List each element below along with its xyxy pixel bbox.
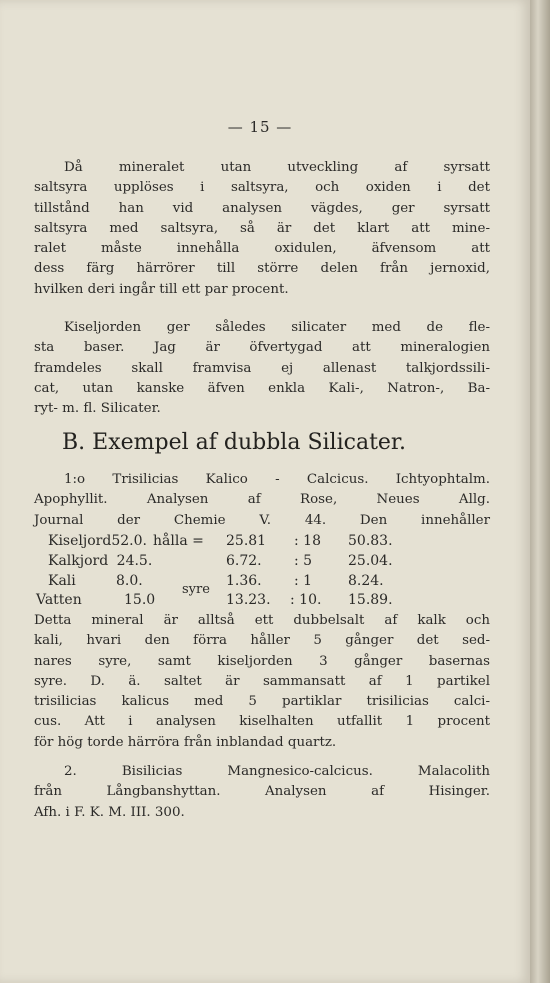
table-row [48,553,152,569]
oxygen-value: 6.72. [226,553,262,569]
text-line: saltsyra med saltsyra, så är det klart att mine- [34,220,490,236]
text-line: ryt- m. fl. Silicater. [34,401,161,417]
text-line: 1:o Trisilicias Kalico - Calcicus. Ichtyophtalm. [64,472,490,487]
component-amount: 52.0. [111,533,147,549]
text-line: Detta mineral är alltså ett dubbelsalt af kalk och [34,613,490,628]
text-line: Afh. i F. K. M. III. 300. [34,804,185,820]
text-line: Journal der Chemie V. 44. Den innehåller [34,512,490,528]
result-value: 8.24. [348,573,384,589]
table-row [48,573,76,589]
text-line: nares syre, samt kiseljorden 3 gånger basernas [34,653,490,669]
oxygen-value: 13.23. [226,592,271,608]
text-line: trisilicias kalicus med 5 partiklar trisilicias calci- [34,694,490,710]
text-line: ralet måste innehålla oxidulen, äfvensom att [34,241,490,257]
oxygen-value: 25.81 [226,533,267,549]
paragraph-5 [34,762,490,823]
section-heading: B. Exempel af dubbla Silicater. [62,430,407,455]
ratio-value: : 10. [290,592,322,608]
component-name: Kalkjord [48,553,109,569]
result-value: 25.04. [348,553,393,569]
ratio-value: : 18 [294,533,321,549]
component-name: Kali [48,573,76,589]
table-row [36,592,82,608]
text-line: framdeles skall framvisa ej allenast talkjordssili- [34,360,490,376]
text-line: syre. D. ä. saltet är sammansatt af 1 partikel [34,673,490,689]
text-line: dess färg härrörer till större delen från jernoxid, [34,261,490,277]
text-line: för hög torde härröra från inblandad quartz. [34,734,337,750]
component-amount: 15.0 [124,592,156,608]
result-value: 15.89. [348,592,393,608]
text-line: sta baser. Jag är öfvertygad att mineralogien [34,340,490,356]
text-line: tillstånd han vid analysen vägdes, ger syrsatt [34,200,490,216]
paragraph-1 [34,158,490,300]
text-line: cat, utan kanske äfven enkla Kali-, Natron-, Ba- [34,380,490,396]
paragraph-3 [34,470,490,531]
text-line: Kiseljorden ger således silicater med de fle- [64,320,490,335]
ratio-value: : 1 [294,573,313,589]
text-line: hvilken deri ingår till ett par procent. [34,281,289,297]
text-line: Då mineralet utan utveckling af syrsatt [64,160,490,175]
text-line: från Långbanshyttan. Analysen af Hisinger. [34,784,490,800]
text-line: Apophyllit. Analysen af Rose, Neues Allg. [34,492,490,508]
result-value: 50.83. [348,533,393,549]
component-amount: 8.0. [116,573,143,589]
paragraph-4 [34,611,490,753]
text-line: kali, hvari den förra håller 5 gånger det sed- [34,633,490,649]
component-name: Vatten [36,592,82,608]
ratio-value: : 5 [294,553,313,569]
page-edge [530,0,550,983]
table-row [48,533,147,549]
component-amount: 24.5. [116,553,153,569]
text-line: 2. Bisilicias Mangnesico-calcicus. Malacolith [64,764,490,779]
syre-label: syre [182,582,210,597]
text-line: cus. Att i analysen kiselhalten utfallit 1 procent [34,714,490,730]
component-name: Kiseljord [48,533,112,549]
paragraph-2 [34,318,490,419]
text-line: saltsyra upplöses i saltsyra, och oxiden i det [34,180,490,196]
oxygen-value: 1.36. [226,573,262,589]
page-number: — 15 — [227,118,293,136]
table-label: hålla = [153,533,204,549]
